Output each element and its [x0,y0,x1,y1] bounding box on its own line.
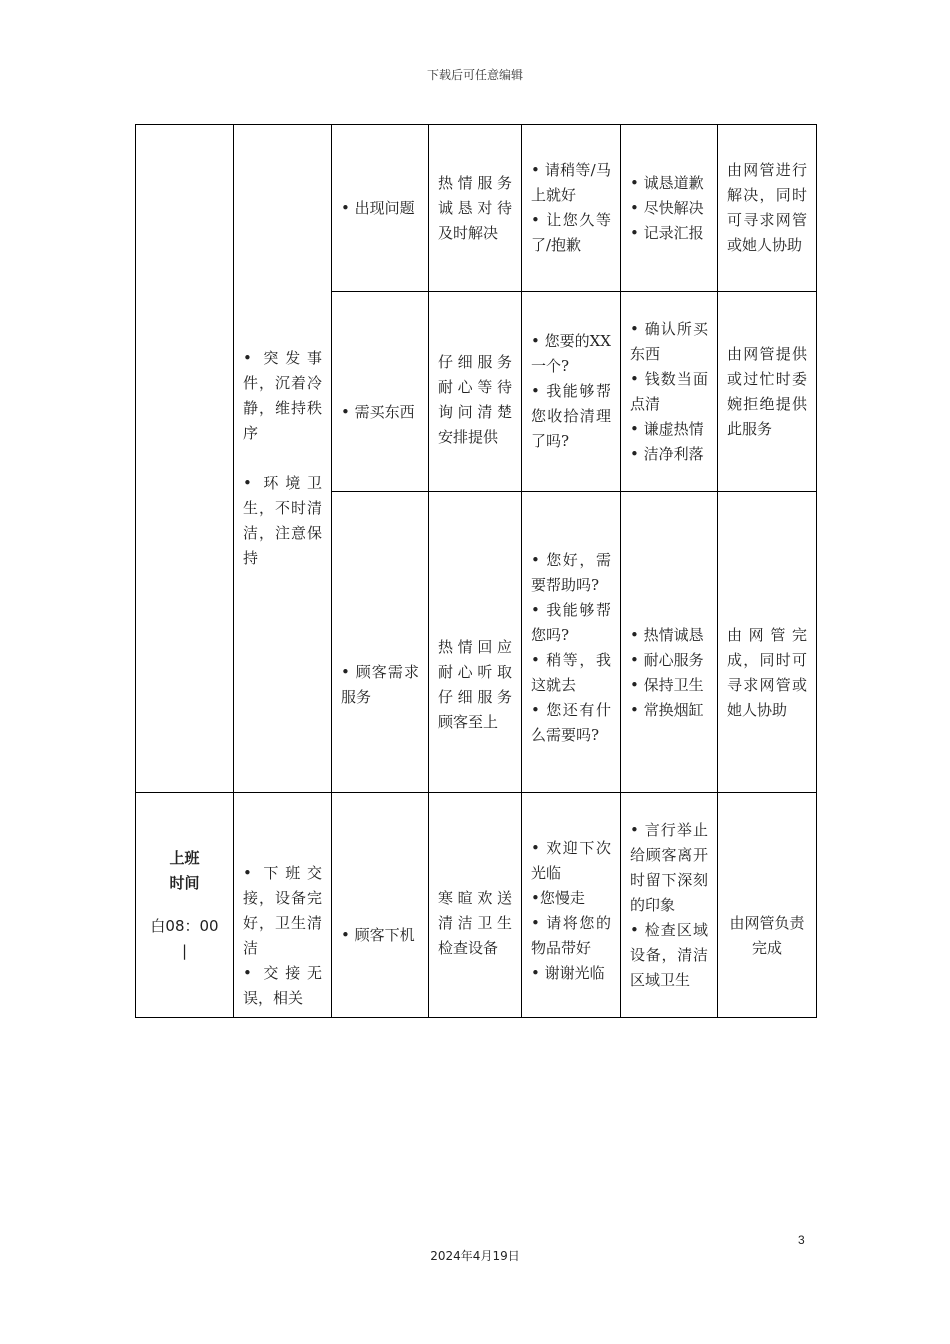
phrase-item: • 我能够帮您吗? [531,601,611,644]
action-item: • 耐心服务 [630,650,704,669]
situation-cell: • 需买东西 [332,292,429,492]
shift-time-separator: | [181,942,188,960]
action-item: • 常换烟缸 [630,700,704,719]
responsible-cell: 由网管进行解决，同时可寻求网管或她人协助 [718,125,817,292]
action-item: • 保持卫生 [630,675,704,694]
responsible-cell: 由网管完成，同时可寻求网管或她人协助 [718,492,817,793]
table-row [136,125,817,292]
situation-cell: • 顾客下机 [332,793,429,1018]
action-item: • 记录汇报 [630,223,704,242]
phrase-item: • 谢谢光临 [531,964,605,982]
action-item: • 热情诚恳 [630,625,704,644]
phrases-cell [522,292,621,492]
shift-label-line: 上班 [169,849,200,867]
shift-label-line: 时间 [169,874,200,892]
phrases-cell [522,793,621,1018]
action-item: • 检查区域设备，清洁区域卫生 [630,920,708,989]
situation-cell: • 顾客需求服务 [332,492,429,793]
page-number: 3 [798,1233,805,1247]
action-item: • 谦虚热情 [630,419,704,438]
responsible-cell: 由网管负责完成 [718,793,817,1018]
standard-item: • 突发事件，沉着冷静，维持秩序 [243,349,322,442]
action-item: • 洁净利落 [630,444,704,463]
action-item: • 言行举止给顾客离开时留下深刻的印象 [630,820,708,914]
phrase-item: • 您还有什么需要吗? [531,701,611,744]
page-header: 下载后可任意编辑 [426,68,523,82]
action-item: • 尽快解决 [630,198,704,217]
phrase-item: • 请稍等/马上就好 [531,161,611,204]
actions-cell [621,292,718,492]
phrase-item: •您慢走 [531,889,585,907]
action-item: • 诚恳道歉 [630,173,704,192]
phrase-item: • 您要的XX一个? [531,332,611,375]
spacer [243,446,322,471]
service-cell: 热情服务诚恳对待及时解决 [429,125,522,292]
service-cell: 寒暄欢送清洁卫生检查设备 [429,793,522,1018]
standard-item: • 下班交接，设备完好，卫生清洁 [243,863,322,957]
service-cell: 仔细服务耐心等待询问清楚安排提供 [429,292,522,492]
phrases-cell [522,125,621,292]
phrase-item: • 我能够帮您收拾清理了吗? [531,382,611,450]
action-item: • 钱数当面点清 [630,369,708,413]
phrase-item: • 请将您的物品带好 [531,914,611,957]
actions-cell [621,492,718,793]
phrase-item: • 欢迎下次光临 [531,839,611,882]
phrases-cell [522,492,621,793]
standard-item: • 环境卫生，不时清洁，注意保持 [243,474,322,567]
footer-date: 2024年4月19日 [430,1249,520,1263]
service-cell: 热情回应耐心听取仔细服务顾客至上 [429,492,522,793]
phrase-item: • 您好，需要帮助吗? [531,551,611,594]
action-item: • 确认所买东西 [630,319,708,363]
responsible-cell: 由网管提供或过忙时委婉拒绝提供此服务 [718,292,817,492]
standard-cell [234,125,332,793]
shift-time-cell [136,793,234,1018]
standard-cell [234,793,332,1018]
phrase-item: • 让您久等了/抱歉 [531,211,611,254]
table-row [136,793,817,1018]
shift-start-time: 白08：00 [150,917,219,935]
phrase-item: • 稍等，我这就去 [531,651,611,694]
actions-cell [621,793,718,1018]
shift-cell-empty [136,125,234,793]
service-standard-table [135,124,817,1018]
actions-cell [621,125,718,292]
situation-cell: • 出现问题 [332,125,429,292]
standard-item: • 交接无误，相关 [243,963,322,1007]
